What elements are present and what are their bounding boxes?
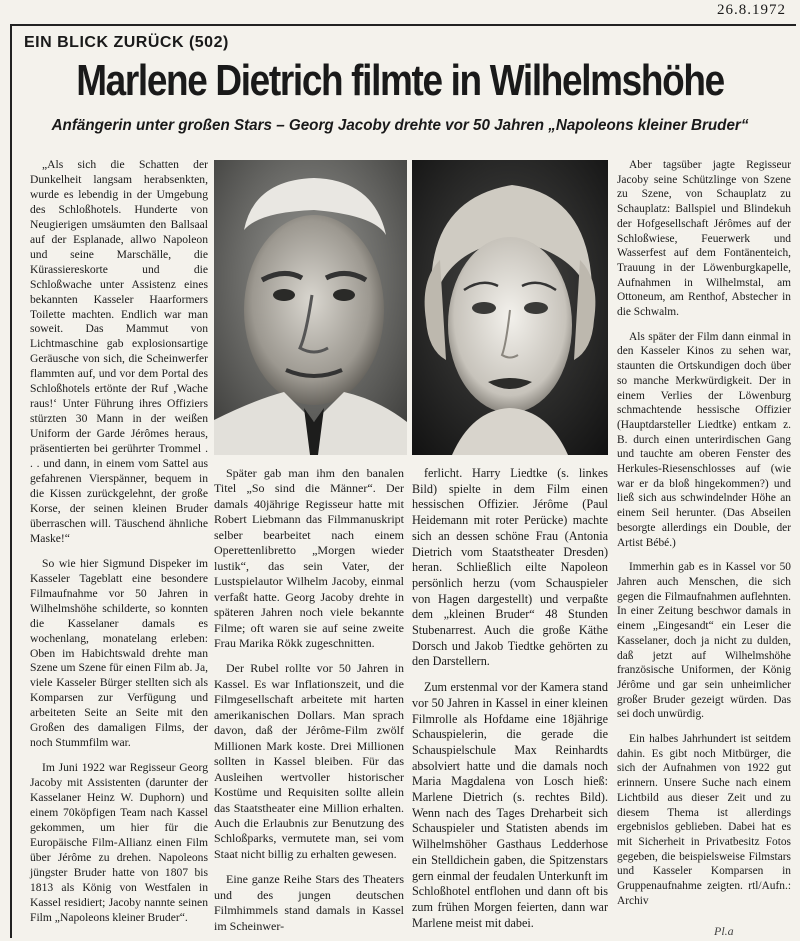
paragraph: Aber tagsüber jagte Regisseur Jacoby seine Schützlinge von Szene zu Szene, von Schauplatz zu Schauplatz: Ballspiel und Blindekuh der Hofgesellschaft Jérômes auf der Schloßwiese, Feuerwerk und Wasserfest auf dem Fontänenteich, Trauung in der Löwenburgkapelle, Aufnahmen in Wilhelmstal, am Ottoneum, am Renthof, Abstecher in die Schwalm.: [617, 159, 791, 319]
paragraph: „Als sich die Schatten der Dunkelheit langsam herabsenkten, wurde es lebendig in der Umgebung des Schloßhotels. Hunderte von Neugierigen umsäumten den Ballsaal auf der Esplanade, allwo Napoleon und seine Marschälle, die Kürassiereskorte und die Schloßwache unter Assistenz eines bekannten Kasseler Haarformers Toilette machten. Endlich war man soweit. Das Mammut von Lichtmaschine gab explosionsartige Geräusche von sich, die Scheinwerfer flammten auf, und vor dem Portal des Schloßhotels ertönte der Ruf ‚Wache raus!‘ Unter Führung ihres Offiziers stürzten 30 Mann in der weißen Uniform der Garde Jérômes heraus, präsentierten bei gerührter Trommel . . . und dann, in einem vom Sattel aus gefahrenen Vierspänner, bequem in die Kissen zurückgelehnt, der große Korse, der seinen kleinen Bruder überraschen will. Täuschend ähnliche Maske!“: [30, 158, 208, 545]
paragraph: So wie hier Sigmund Dispeker im Kasseler Tageblatt eine besondere Filmaufnahme vor 50 Jahren in Wilhelmshöhe schilderte, so konnten die Kasselaner damals es wochenlang, monatelang erleben: Oben im Habichtswald drehte man Szene um Szene für einen Film ab. Ja, viele Kasseler Bürger stellten sich als Komparsen zur Verfügung und arbeiteten Seite an Seite mit den Großen des damaligen Films, der noch Stummfilm war.: [30, 556, 208, 750]
article-column-4: [617, 158, 791, 908]
paragraph: Immerhin gab es in Kassel vor 50 Jahren auch Menschen, die sich gegen die Filmaufnahmen auflehnten. In einer Zeitung beschwor damals in einem „Eingesandt“ ein Leser die Kasselaner, doch ja nicht zu dulden, daß jetzt auf Wilhelmshöhe französische Uniformen, der König Jérôme und gar sein unheimlicher großer Bruder gezeigt würden. Das sei doch unwürdig.: [617, 561, 791, 721]
handwritten-signature: Pl.a: [714, 924, 734, 938]
paragraph: ferlicht. Harry Liedtke (s. linkes Bild) spielte in dem Film einen hessischen Offizier. Jérôme (Paul Heidemann mit roter Perücke) machte sich an dessen schöne Frau (Antonia Dietrich vom Staatstheater Dresden) heran. Schließlich eilte Napoleon persönlich herzu (vom Schauspieler von Hagen dargestellt) und verpaßte dem „kleinen Bruder“ 48 Stunden Stubenarrest. Auch die große Käthe Dorsch und Jakob Tiedtke gehörten zu den Darstellern.: [412, 466, 608, 669]
article-column-3: [412, 466, 608, 931]
photo-harry-liedtke: [214, 160, 407, 455]
article-column-2: [214, 466, 404, 934]
photo-marlene-dietrich: [412, 160, 608, 455]
subheadline: Anfängerin unter großen Stars – Georg Jacoby drehte vor 50 Jahren „Napoleons kleiner Bruder“: [51, 117, 749, 134]
clipping-date: 26.8.1972: [717, 2, 786, 18]
paragraph: Ein halbes Jahrhundert ist seitdem dahin. Es gibt noch Mitbürger, die sich der Aufnahmen von 1922 gut erinnern. Unsere Suche nach einem Lichtbild aus dieser Zeit und zu diesem Thema ist allerdings ergebnislos geblieben. Dabei hat es mit Sicherheit in Privatbesitz Fotos gegeben, die beispielsweise Filmstars und Kasseler Komparsen in Gruppenaufnahme zeigten. rtl/Aufn.: Archiv: [617, 733, 791, 907]
paragraph: Später gab man ihm den banalen Titel „So sind die Männer“. Der damals 40jährige Regisseur hatte mit Robert Liebmann das Filmmanuskript selber bearbeitet nach einem Operettenlibretto „Morgen wieder lustik“, das sein Vater, der Lustspielautor Wilhelm Jacoby, einmal verfaßt hatte. Georg Jacoby drehte in späteren Jahren noch viele bekannte Filme; oft waren sie auf seine zweite Frau Marika Rökk zugeschnitten.: [214, 466, 404, 650]
portrait-woman-image: [412, 160, 608, 455]
portrait-man-image: [214, 160, 407, 455]
series-title: EIN BLICK ZURÜCK (502): [24, 34, 229, 51]
paragraph: Der Rubel rollte vor 50 Jahren in Kassel. Es war Inflationszeit, und die Filmgesellschaft arbeitete mit harten amerikanischen Dollars. Man sprach davon, daß der Jérôme-Film zwölf Millionen Mark koste. Drei Millionen sollten in Kassel bleiben. Für das Ausleihen wertvoller historischer Kostüme und Requisiten sollte allein das Staatstheater eine Million erhalten. Auch die Erlaubnis zur Benutzung des Schloßparks, vermutete man, sei vom Staat nicht billig zu erhalten gewesen.: [214, 661, 404, 861]
paragraph: Im Juni 1922 war Regisseur Georg Jacoby mit Assistenten (darunter der Kasselaner Heinz W. Duphorn) und einem 70köpfigen Team nach Kassel gekommen, um hier für die Europäische Film-Allianz einen Film über Jérôme zu drehen. Napoleons jüngster Bruder hatte von 1807 bis 1813 als König von Westfalen in Kassel residiert; Jacoby nannte seinen Film „Napoleons kleiner Bruder“.: [30, 761, 208, 924]
headline: Marlene Dietrich filmte in Wilhelmshöhe: [76, 56, 724, 105]
paragraph: Als später der Film dann einmal in den Kasseler Kinos zu sehen war, staunten die Ortskundigen doch über so manche Merkwürdigkeit. Der in einem Verlies der Löwenburg schmachtende hessische Offizier (Hauptdarsteller Liedtke) entkam z. B. durch einen unterirdischen Gang und tauchte am oberen Fenster des Herkules-Riesenschlosses auf (wie war er da bloß hingekommen?) und ließ sich aus schwindelnder Höhe an einem Seil herunter. (Das Abseilen besorgte allerdings ein Double, der Artist Bébé.): [617, 330, 791, 549]
article-column-1: [30, 158, 208, 926]
paragraph: Zum erstenmal vor der Kamera stand vor 50 Jahren in Kassel in einer kleinen Filmrolle als Hofdame eine 18jährige Schauspielerin, die gerade die Schauspielschule Max Reinhardts absolviert hatte und die damals noch Maria Magdalena von Losch hieß: Marlene Dietrich (s. rechtes Bild). Wenn nach des Tages Dreharbeit sich Schauspieler und Statisten abends im Wilhelmshöher Gasthaus Ledderhose ein Stelldichein gaben, die Spitzenstars gern einmal der feudalen Unterkunft im Schloßhotel entflohen und dann oft bis zum frühen Morgen feierten, dann war Marlene meist mit dabei.: [412, 680, 608, 930]
paragraph: Eine ganze Reihe Stars des Theaters und des jungen deutschen Filmhimmels stand damals in Kassel im Scheinwer-: [214, 872, 404, 933]
